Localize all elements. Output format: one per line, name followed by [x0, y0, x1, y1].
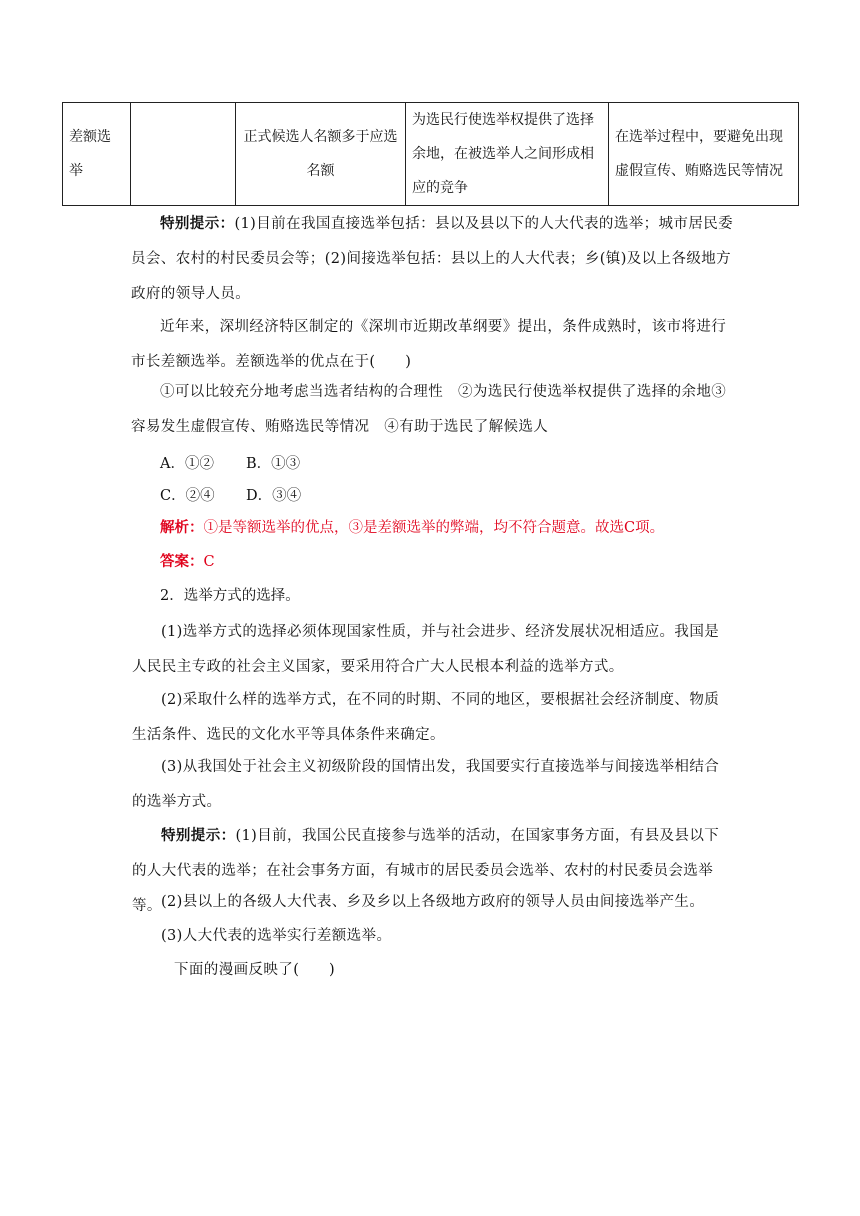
table-row: [63, 103, 799, 206]
analysis-label: 解析：: [160, 519, 204, 536]
cell-scope: [131, 103, 236, 206]
option-d: D．③④: [246, 488, 302, 504]
option-b: B．①③: [246, 456, 301, 472]
special-tip-2-para-2: (2)县以上的各级人大代表、乡及乡以上各级地方政府的领导人员由间接选举产生。: [161, 894, 705, 910]
option-a: A．①②: [160, 456, 214, 472]
cell-election-type: 差额选举: [63, 103, 131, 206]
answer: [160, 550, 215, 574]
option-c: C．②④: [160, 488, 215, 504]
special-tip-1: [131, 206, 735, 312]
tip-text: (1)目前在我国直接选举包括：县以及县以下的人大代表的选举；城市居民委员会、农村的村民委员会等；(2)间接选举包括：县以上的人大代表；乡(镇)及以上各级地方政府的领导人员。: [131, 216, 734, 302]
section-para-1: (1)选举方式的选择必须体现国家性质，并与社会进步、经济发展状况相适应。我国是人民民主专政的社会主义国家，要采用符合广大人民根本利益的选举方式。: [132, 624, 720, 675]
section-para-2: (2)采取什么样的选举方式，在不同的时期、不同的地区，要根据社会经济制度、物质生活条件、选民的文化水平等具体条件来确定。: [132, 692, 720, 743]
cell-advantage: 为选民行使选举权提供了选择余地，在被选举人之间形成相应的竞争: [406, 103, 609, 206]
section-heading: 2．选举方式的选择。: [160, 588, 300, 604]
cell-caution: 在选举过程中，要避免出现虚假宣传、贿赂选民等情况: [609, 103, 799, 206]
next-question: 下面的漫画反映了( ): [174, 962, 336, 978]
tip-label: 特别提示：: [160, 215, 235, 232]
analysis-text: ①是等额选举的优点，③是差额选举的弊端，均不符合题意。故选C项。: [203, 520, 665, 536]
special-tip-2-para-3: (3)人大代表的选举实行差额选举。: [161, 928, 392, 944]
section-para-3: (3)从我国处于社会主义初级阶段的国情出发，我国要实行直接选举与间接选举相结合的选举方式。: [132, 759, 720, 810]
question-stem: 近年来，深圳经济特区制定的《深圳市近期改革纲要》提出，条件成熟时，该市将进行市长差额选举。差额选举的优点在于( ): [131, 319, 727, 370]
answer-label: 答案：: [160, 553, 204, 570]
analysis: [160, 516, 664, 540]
tip-text: (1)目前，我国公民直接参与选举的活动，在国家事务方面，有县及县以下的人大代表的选举；在社会事务方面，有城市的居民委员会选举、农村的村民委员会选举等。: [132, 828, 720, 914]
answer-value: C: [203, 554, 215, 570]
cell-definition: 正式候选人名额多于应选名额: [236, 103, 406, 206]
question-items: ①可以比较充分地考虑当选者结构的合理性 ②为选民行使选举权提供了选择的余地③容易发生虚假宣传、贿赂选民等情况 ④有助于选民了解候选人: [131, 384, 727, 435]
tip-label: 特别提示：: [161, 827, 236, 844]
election-table: [62, 102, 799, 206]
